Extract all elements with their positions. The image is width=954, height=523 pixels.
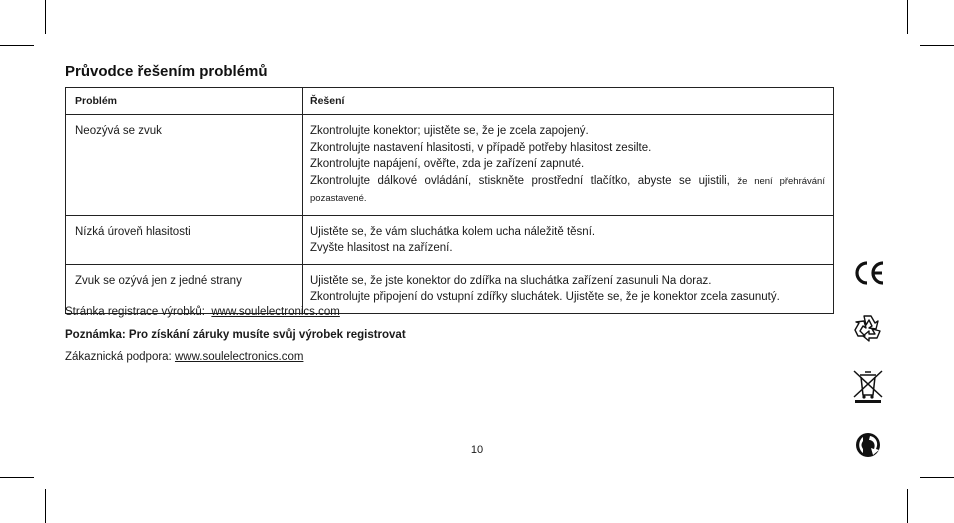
- support-link[interactable]: www.soulelectronics.com: [174, 351, 304, 363]
- column-header-problem: Problém: [66, 88, 303, 115]
- solution-line: Zkontrolujte připojení do vstupní zdířky sluchátek. Ujistěte se, že je konektor zcela zasunutý.: [310, 291, 780, 303]
- registration-link[interactable]: www.soulelectronics.com: [211, 306, 340, 318]
- page-title: Průvodce řešením problémů: [65, 63, 268, 80]
- support-line: [65, 351, 303, 363]
- crop-mark: [920, 477, 954, 478]
- crop-mark: [45, 0, 46, 34]
- problem-cell: Neozývá se zvuk: [66, 115, 303, 216]
- crop-mark: [907, 0, 908, 34]
- warranty-note: Poznámka: Pro získání záruky musíte svůj výrobek registrovat: [65, 329, 406, 341]
- recycle-icon: [850, 310, 886, 346]
- column-header-solution: Řešení: [303, 88, 834, 115]
- crop-mark: [0, 45, 34, 46]
- table-row: [66, 215, 834, 264]
- solution-cell: [303, 115, 834, 216]
- solution-line: Ujistěte se, že vám sluchátka kolem ucha náležitě těsní.: [310, 225, 596, 238]
- crop-mark: [45, 489, 46, 523]
- crop-mark: [907, 489, 908, 523]
- ce-mark-icon: [850, 255, 886, 291]
- solution-line: Zkontrolujte nastavení hlasitosti, v případě potřeby hlasitost zesilte.: [310, 141, 652, 154]
- solution-line: Zvyšte hlasitost na zařízení.: [310, 242, 453, 254]
- crop-mark: [920, 45, 954, 46]
- table-header-row: [66, 88, 834, 115]
- table-row: [66, 115, 834, 216]
- crop-mark: [0, 477, 34, 478]
- registration-line: [65, 306, 340, 318]
- solution-line: Zkontrolujte konektor; ujistěte se, že je zcela zapojený.: [310, 125, 589, 137]
- troubleshooting-table: [65, 87, 834, 314]
- solution-line: Ujistěte se, že jste konektor do zdířka na sluchátka zařízení zasunuli Na doraz.: [310, 274, 712, 287]
- weee-crossed-bin-icon: [850, 368, 886, 404]
- support-label: Zákaznická podpora:: [65, 351, 172, 363]
- page-number: 10: [470, 444, 484, 456]
- solution-line-small: že není přehrávání pozastavené.: [310, 175, 825, 204]
- problem-cell: Zvuk se ozývá jen z jedné strany: [66, 264, 303, 313]
- green-dot-icon: [850, 427, 886, 463]
- registration-label: Stránka registrace výrobků:: [65, 306, 205, 318]
- solution-line: Zkontrolujte napájení, ověřte, zda je zařízení zapnuté.: [310, 158, 585, 170]
- solution-cell: [303, 215, 834, 264]
- solution-line: Zkontrolujte dálkové ovládání, stiskněte prostřední tlačítko, abyste se ujistili,: [310, 174, 730, 187]
- solution-cell: [303, 264, 834, 313]
- problem-cell: Nízká úroveň hlasitosti: [66, 215, 303, 264]
